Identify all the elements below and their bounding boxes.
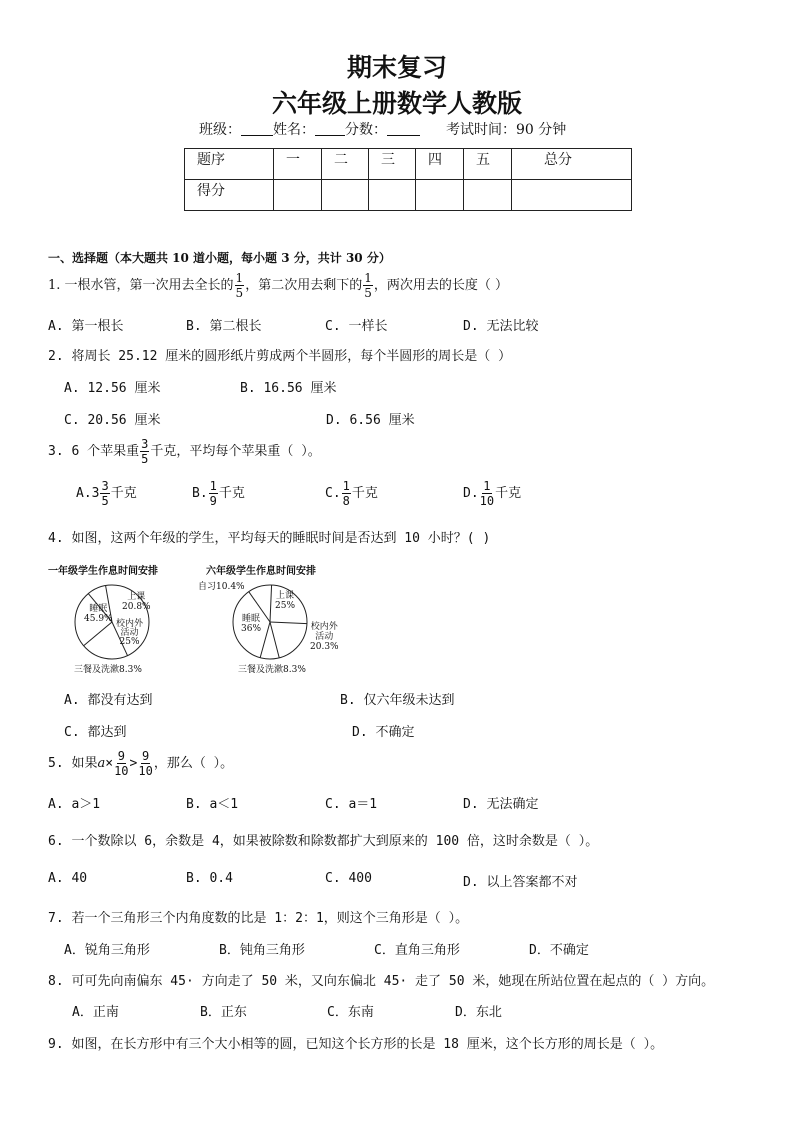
question-5 — [48, 750, 233, 777]
denominator: 10 — [138, 764, 153, 778]
numerator: 9 — [141, 749, 150, 763]
question-9: 9. 如图，在长方形中有三个大小相等的圆，已知这个长方形的长是 18 厘米，这个长方形的周长是（ ）。 — [48, 1037, 664, 1052]
chart1-title: 一年级学生作息时间安排 — [48, 566, 158, 577]
numerator: 9 — [117, 749, 125, 763]
q1-option-a[interactable]: A. 第一根长 — [48, 319, 124, 334]
chart2-title: 六年级学生作息时间安排 — [206, 566, 316, 577]
numerator: 1 — [483, 479, 491, 493]
q4-option-c[interactable]: C. 都达到 — [64, 725, 127, 740]
q8-option-d[interactable]: D．东北 — [455, 1005, 502, 1020]
score-label: 分数： — [345, 122, 387, 138]
option-prefix: A. — [76, 486, 92, 501]
class-label: 班级： — [199, 122, 241, 138]
q7-option-d[interactable]: D．不确定 — [529, 943, 589, 958]
option-prefix: D. — [463, 486, 479, 501]
q8-option-b[interactable]: B．正东 — [200, 1005, 247, 1020]
q5-option-b[interactable]: B. a＜1 — [186, 797, 239, 812]
question-8: 8. 可可先向南偏东 45· 方向走了 50 米，又向东偏北 45· 走了 50 米，她现在所站位置在起点的（ ）方向。 — [48, 974, 715, 989]
greater-sign: > — [129, 756, 138, 771]
pie2-label-study: 自习10.4% — [198, 582, 245, 592]
numerator: 1 — [209, 479, 217, 493]
q1-fraction-2 — [363, 272, 373, 299]
unit: 千克 — [218, 486, 245, 501]
table-cell: 三 — [369, 149, 416, 180]
numerator: 3 — [101, 479, 109, 493]
q7-option-c[interactable]: C．直角三角形 — [374, 943, 460, 958]
q1-option-b[interactable]: B. 第二根长 — [186, 319, 262, 334]
table-row — [185, 180, 632, 211]
q2-option-a[interactable]: A. 12.56 厘米 — [64, 381, 161, 396]
score-cell[interactable] — [369, 180, 416, 211]
q6-option-a[interactable]: A. 40 — [48, 871, 88, 886]
times-sign: × — [105, 756, 114, 771]
q2-option-b[interactable]: B. 16.56 厘米 — [240, 381, 337, 396]
score-cell[interactable] — [416, 180, 464, 211]
q8-option-a[interactable]: A．正南 — [72, 1005, 119, 1020]
student-info-line — [199, 119, 566, 139]
score-blank[interactable] — [387, 121, 420, 136]
q5-option-c[interactable]: C. a＝1 — [325, 797, 378, 812]
section-heading: 一、选择题（本大题共 10 道小题，每小题 3 分，共计 30 分） — [48, 251, 391, 265]
q3-fraction — [140, 438, 149, 465]
q3-stem-b: 千克，平均每个苹果重（ ）。 — [150, 444, 321, 459]
numerator: 3 — [141, 437, 149, 451]
table-cell: 一 — [274, 149, 322, 180]
table-cell: 五 — [464, 149, 512, 180]
q1-option-c[interactable]: C. 一样长 — [325, 319, 388, 334]
question-1 — [48, 272, 508, 299]
pie1-label-sleep: 睡眠 45.9% — [84, 604, 113, 624]
unit: 千克 — [351, 486, 378, 501]
q6-option-b[interactable]: B. 0.4 — [186, 871, 233, 886]
q1-stem-b: ，第二次用去剩下的 — [245, 278, 363, 293]
denominator: 10 — [479, 494, 495, 508]
score-cell[interactable] — [464, 180, 512, 211]
q5-option-a[interactable]: A. a＞1 — [48, 797, 101, 812]
q8-option-c[interactable]: C．东南 — [327, 1005, 374, 1020]
question-6: 6. 一个数除以 6，余数是 4，如果被除数和除数都扩大到原来的 100 倍，这时余数是（ ）。 — [48, 834, 599, 849]
q5-stem-a: 5. 如果 — [48, 756, 98, 771]
pie1-label-meals: 三餐及洗漱8.3% — [74, 665, 142, 675]
name-blank[interactable] — [315, 121, 345, 136]
question-2: 2. 将周长 25.12 厘米的圆形纸片剪成两个半圆形，每个半圆形的周长是（ ） — [48, 349, 512, 364]
q2-option-d[interactable]: D. 6.56 厘米 — [326, 413, 415, 428]
q6-option-c[interactable]: C. 400 — [325, 871, 372, 886]
q4-option-b[interactable]: B. 仅六年级未达到 — [340, 693, 455, 708]
q6-option-d[interactable]: D. 以上答案都不对 — [463, 875, 578, 890]
q1-option-d[interactable]: D. 无法比较 — [463, 319, 539, 334]
score-table — [184, 148, 632, 211]
denominator: 5 — [141, 452, 149, 466]
unit: 千克 — [110, 486, 137, 501]
variable: a — [97, 756, 106, 771]
question-3 — [48, 438, 321, 465]
option-prefix: C. — [325, 486, 341, 501]
q5-option-d[interactable]: D. 无法确定 — [463, 797, 539, 812]
denominator: 8 — [342, 494, 350, 508]
class-blank[interactable] — [241, 121, 273, 136]
table-cell: 得分 — [185, 180, 274, 211]
score-cell[interactable] — [512, 180, 632, 211]
q3-option-d[interactable] — [463, 480, 521, 507]
q5-fraction-1 — [114, 750, 128, 777]
q7-option-b[interactable]: B．钝角三角形 — [219, 943, 305, 958]
q1-fraction-1 — [235, 272, 245, 299]
page-subtitle: 六年级上册数学人教版 — [271, 89, 522, 118]
denominator: 5 — [235, 286, 244, 300]
numerator: 1 — [342, 479, 350, 493]
pie-charts-figure — [48, 562, 348, 674]
question-4: 4. 如图，这两个年级的学生，平均每天的睡眠时间是否达到 10 小时？( ) — [48, 531, 491, 546]
q1-stem-a: 1. 一根水管，第一次用去全长的 — [48, 278, 234, 293]
option-fraction — [209, 480, 218, 507]
pie1-label-activity: 校内外 活动 25% — [116, 619, 144, 647]
pie2-label-meals: 三餐及洗漱8.3% — [238, 665, 306, 675]
q3-option-c[interactable] — [325, 480, 378, 507]
table-cell: 四 — [416, 149, 464, 180]
q5-fraction-2 — [138, 750, 152, 777]
table-row — [185, 149, 632, 180]
denominator: 9 — [209, 494, 217, 508]
option-fraction — [342, 480, 351, 507]
q4-option-a[interactable]: A. 都没有达到 — [64, 693, 153, 708]
numerator: 1 — [235, 271, 244, 285]
option-fraction — [100, 480, 109, 507]
table-cell: 二 — [322, 149, 369, 180]
q5-stem-b: ，那么（ ）。 — [153, 756, 234, 771]
score-cell[interactable] — [274, 180, 322, 211]
q4-option-d[interactable]: D. 不确定 — [352, 725, 415, 740]
whole-number: 3 — [91, 486, 100, 501]
pie1-label-class: 上课 20.8% — [122, 592, 151, 612]
numerator: 1 — [364, 271, 372, 285]
score-cell[interactable] — [322, 180, 369, 211]
pie2-label-sleep: 睡眠 36% — [241, 614, 262, 634]
question-7: 7. 若一个三角形三个内角度数的比是 1：2：1，则这个三角形是（ ）。 — [48, 911, 469, 926]
q3-option-b[interactable] — [192, 480, 245, 507]
denominator: 5 — [101, 494, 109, 508]
exam-time: 考试时间：90 分钟 — [446, 122, 567, 138]
denominator: 10 — [114, 764, 129, 778]
page-title: 期末复习 — [346, 53, 447, 82]
name-label: 姓名： — [273, 122, 315, 138]
unit: 千克 — [495, 486, 522, 501]
table-cell: 总分 — [512, 149, 632, 180]
q2-option-c[interactable]: C. 20.56 厘米 — [64, 413, 161, 428]
pie2-label-class: 上课 25% — [275, 591, 296, 611]
option-fraction — [480, 480, 494, 507]
q3-stem-a: 3. 6 个苹果重 — [48, 444, 140, 459]
table-cell: 题序 — [185, 149, 274, 180]
denominator: 5 — [364, 286, 372, 300]
q3-option-a[interactable] — [76, 480, 137, 507]
option-prefix: B. — [192, 486, 208, 501]
pie2-label-activity: 校内外 活动 20.3% — [310, 622, 339, 652]
q1-stem-c: ，两次用去的长度（ ） — [373, 278, 508, 293]
q7-option-a[interactable]: A．锐角三角形 — [64, 943, 150, 958]
